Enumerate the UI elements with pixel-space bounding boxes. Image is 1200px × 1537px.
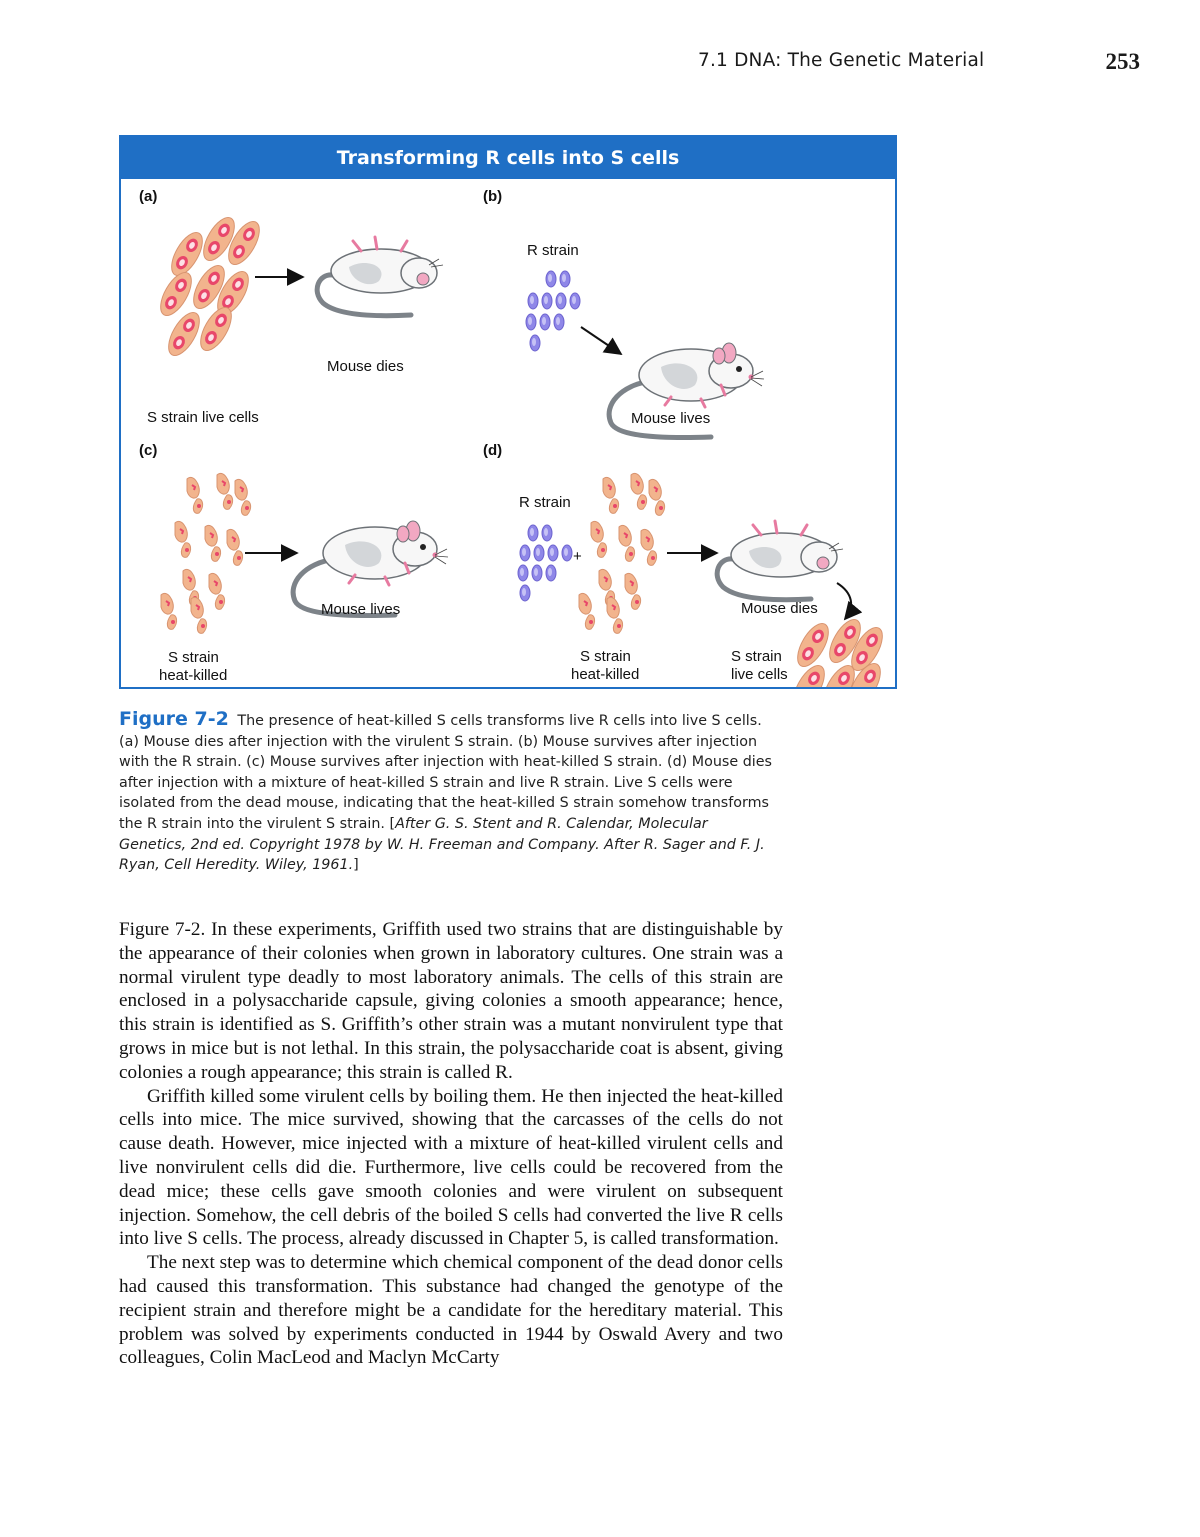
body-paragraph-3: The next step was to determine which chemical component of the dead donor cells had caused this transformation. This substance had changed the genotype of the recipient strain and therefore might be a candidate for the hereditary material. This problem was solved by experiments conducted in 1944 by Oswald Avery and two colleagues, Colin MacLeod and Maclyn McCarty bbox=[119, 1252, 783, 1369]
caption-text: The presence of heat-killed S cells transforms live R cells into live S cells. (a) Mouse dies after injection with the virulent S strain. (b) Mouse survives after injection with the R strain. (c) Mouse survives after injection with heat-killed S strain. (d) Mouse dies after injection with a mixture of heat-killed S strain and live R strain. Live S cells were isolated from the dead mouse, indicating that the heat-killed S strain somehow transforms the R strain into the virulent S strain. bbox=[119, 713, 773, 832]
r-strain-label-b: R strain bbox=[527, 242, 579, 259]
dead-mouse-a bbox=[317, 237, 443, 316]
s-strain-label-c: S strain bbox=[168, 649, 219, 666]
s-live-cells-a bbox=[154, 213, 265, 361]
s-live-cells-recovered bbox=[787, 615, 888, 687]
r-cells-d bbox=[518, 525, 572, 601]
dead-mouse-d bbox=[717, 521, 843, 600]
body-paragraph-1: Figure 7-2. In these experiments, Griffith used two strains that are distinguishable by the appearance of their colonies when grown in laboratory cultures. One strain was a normal virulent type deadly to most laboratory animals. The cells of this strain are enclosed in a polysaccharide capsule, giving colonies a smooth appearance; hence, this strain is identified as S. Griffith’s other strain was a mutant nonvirulent type that grows in mice but is not lethal. In this strain, the polysaccharide coat is absent, giving colonies a rough appearance; this strain is called R. bbox=[119, 919, 783, 1083]
caption-credit: After G. S. Stent and R. Calendar, Molecular Genetics, 2nd ed. Copyright 1978 by W. H. Freeman and Company. After R. Sager and F. J. Ryan, Cell Heredity. Wiley, 1961. bbox=[119, 815, 765, 874]
heat-killed-label-d: heat-killed bbox=[571, 666, 640, 683]
panel-b-tag: (b) bbox=[483, 188, 503, 205]
mouse-lives-c: Mouse lives bbox=[321, 601, 401, 618]
panel-d-tag: (d) bbox=[483, 442, 503, 459]
caption-bracket-open: [ bbox=[389, 815, 396, 832]
figure-caption bbox=[119, 709, 774, 876]
figure-7-2 bbox=[119, 135, 897, 689]
figure-illustration bbox=[121, 179, 895, 687]
body-text bbox=[119, 918, 783, 1370]
body-paragraph-2: Griffith killed some virulent cells by boiling them. He then injected the heat-killed cells into mice. The mice survived, showing that the carcasses of the cells do not cause death. However, mice injected with a mixture of heat-killed virulent cells and live nonvirulent cells did die. Furthermore, live cells could be recovered from the dead mice; these cells gave smooth colonies and were virulent on subsequent injection. Somehow, the cell debris of the boiled S cells had converted the live R cells into live S cells. The process, already discussed in Chapter 5, is called transformation. bbox=[119, 1085, 783, 1250]
running-head: 7.1 DNA: The Genetic Material bbox=[698, 50, 985, 71]
plus-sign: + bbox=[573, 548, 582, 565]
panel-c-tag: (c) bbox=[139, 442, 158, 459]
figure-banner-title: Transforming R cells into S cells bbox=[121, 137, 895, 179]
caption-bracket-close: ] bbox=[353, 857, 359, 874]
live-cells-recovered-label: live cells bbox=[731, 666, 788, 683]
s-heat-killed-cells-d bbox=[579, 473, 665, 633]
page-number: 253 bbox=[1105, 49, 1140, 74]
r-cells-b bbox=[526, 271, 580, 351]
mouse-lives-b: Mouse lives bbox=[631, 410, 711, 427]
mouse-dies-a: Mouse dies bbox=[327, 358, 404, 375]
r-strain-label-d: R strain bbox=[519, 494, 571, 511]
s-strain-live-cells-label: S strain live cells bbox=[147, 409, 259, 426]
s-strain-label-d: S strain bbox=[580, 648, 631, 665]
s-strain-recovered-label: S strain bbox=[731, 648, 782, 665]
heat-killed-label-c: heat-killed bbox=[159, 667, 228, 684]
s-heat-killed-cells-c bbox=[161, 473, 251, 633]
mouse-dies-d: Mouse dies bbox=[741, 600, 818, 617]
figure-number: Figure 7-2 bbox=[119, 708, 229, 730]
panel-a-tag: (a) bbox=[139, 188, 158, 205]
